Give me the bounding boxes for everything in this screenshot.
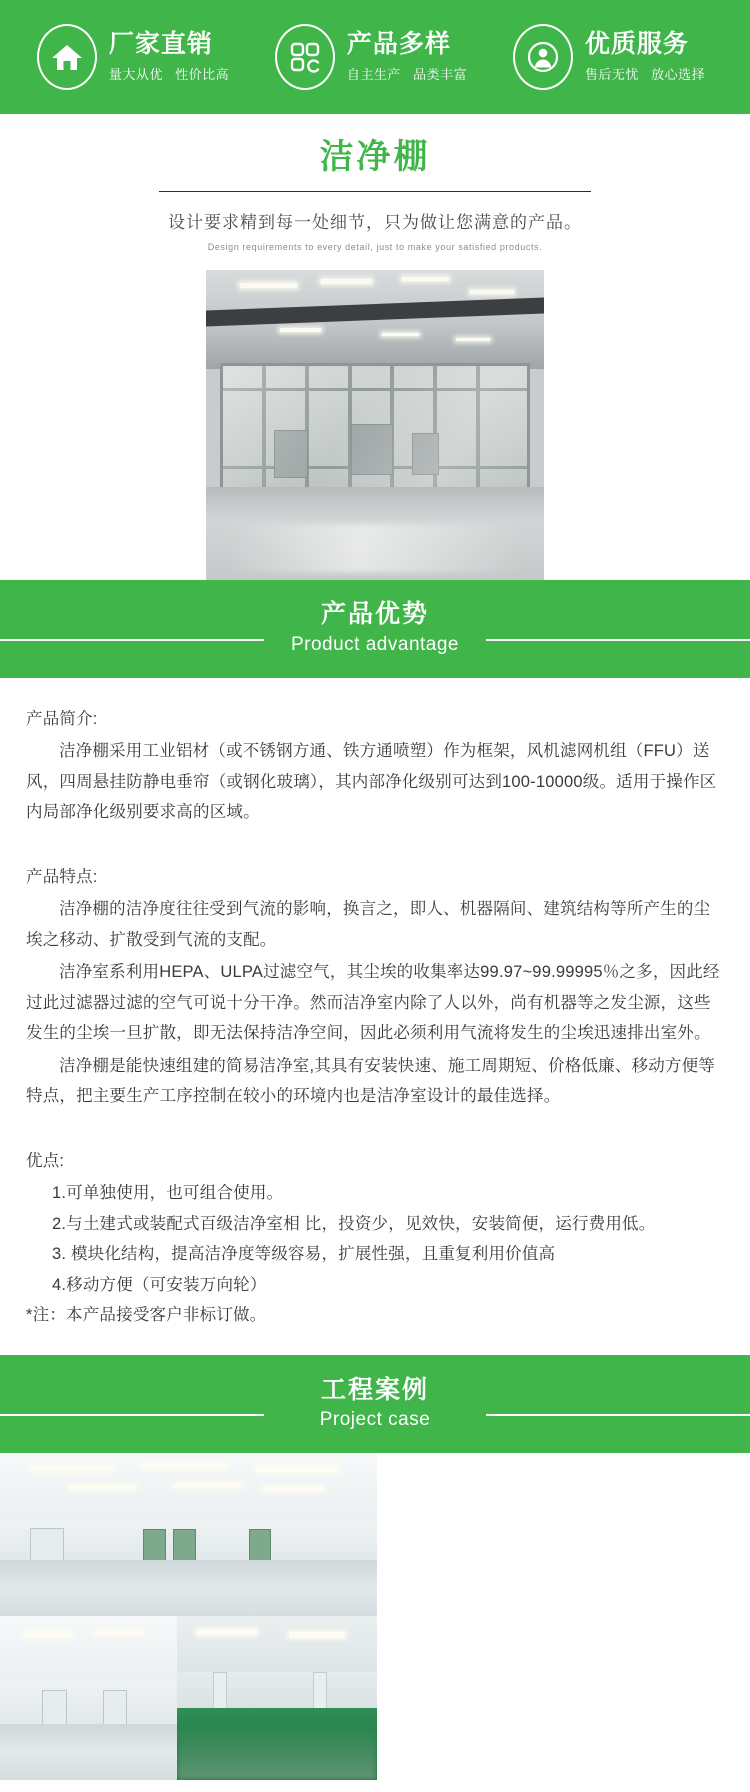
features-paragraph-3: 洁净棚是能快速组建的简易洁净室,其具有安装快速、施工周期短、价格低廉、移动方便等特点，把主要生产工序控制在较小的环境内也是洁净室设计的最佳选择。 xyxy=(26,1056,716,1106)
hero-divider xyxy=(159,191,591,192)
list-item: 2.与土建式或装配式百级洁净室相 比，投资少，见效快，安装简便，运行费用低。 xyxy=(52,1214,656,1233)
floor-reflection xyxy=(226,524,523,574)
gallery-row xyxy=(0,1453,750,1780)
ceiling-light xyxy=(321,279,372,283)
order-note: *注：本产品接受客户非标订做。 xyxy=(26,1306,267,1325)
features-paragraph-1: 洁净棚的洁净度往往受到气流的影响，换言之，即人、机器隔间、建筑结构等所产生的尘埃之移动、扩散受到气流的支配。 xyxy=(26,900,711,949)
ceiling-light xyxy=(456,338,490,341)
ceiling-light xyxy=(240,283,297,288)
gallery-column-right xyxy=(0,1453,750,1780)
ceiling-light xyxy=(143,1464,226,1468)
section-subtitle: Product advantage xyxy=(290,633,459,655)
section-title: 产品优势 xyxy=(320,600,429,629)
band-divider-left xyxy=(0,1414,264,1416)
feature-subtitle xyxy=(585,64,713,83)
partition-wall xyxy=(0,1681,177,1727)
feature-sub-left: 售后无忧 xyxy=(584,67,639,83)
project-gallery xyxy=(0,1453,750,1780)
hero-section xyxy=(0,114,750,580)
door-green xyxy=(173,1529,196,1562)
feature-sub-right: 性价比高 xyxy=(175,67,230,83)
hero-photo xyxy=(206,270,544,580)
intro-body: 洁净棚采用工业铝材（或不锈钢方通、铁方通喷塑）作为框架，风机滤网机组（FFU）送风，四周悬挂防静电垂帘（或钢化玻璃），其内部净化级别可达到100-10000级。适用于操作区内局部净化级别要求高的区域。 xyxy=(26,742,717,822)
features-heading: 产品特点: xyxy=(26,867,98,886)
floor xyxy=(0,1724,177,1780)
floor-reflection xyxy=(177,1724,377,1780)
feature-item-diverse-products[interactable] xyxy=(275,24,475,90)
feature-sub-left: 量大从优 xyxy=(108,67,163,83)
product-description xyxy=(0,678,750,1355)
ceiling-light xyxy=(256,1467,339,1471)
feature-text-quality-service xyxy=(585,31,713,84)
feature-text-factory-direct xyxy=(109,31,237,84)
ceiling-light xyxy=(470,290,514,294)
grid-products-icon xyxy=(275,24,335,90)
headset-service-icon xyxy=(513,24,573,90)
booth-rail xyxy=(223,388,528,391)
hero-subtitle-cn: 设计要求精到每一处细节，只为做让您满意的产品。 xyxy=(168,212,582,232)
feature-bar xyxy=(0,0,750,114)
section-band-product-advantage xyxy=(0,580,750,678)
spacer xyxy=(26,1114,724,1130)
section-title: 工程案例 xyxy=(320,1375,429,1404)
door-green xyxy=(143,1529,166,1562)
feature-title: 优质服务 xyxy=(584,29,689,58)
ceiling-light xyxy=(289,1632,345,1638)
feature-sub-left: 自主生产 xyxy=(346,67,401,83)
feature-subtitle xyxy=(109,64,237,83)
ceiling-light xyxy=(173,1484,241,1488)
band-divider-right xyxy=(486,1414,750,1416)
ceiling-light xyxy=(280,328,321,332)
gallery-image-cleanroom-partition[interactable] xyxy=(0,1616,177,1780)
list-item: 1.可单独使用，也可组合使用。 xyxy=(52,1184,284,1203)
equipment xyxy=(412,433,439,475)
floor xyxy=(0,1560,377,1615)
feature-text-diverse-products xyxy=(347,31,475,84)
section-band-project-case xyxy=(0,1355,750,1453)
feature-item-factory-direct[interactable] xyxy=(37,24,237,90)
home-icon xyxy=(37,24,97,90)
door-white xyxy=(42,1690,67,1729)
list-item: 3. 模块化结构，提高洁净度等级容易，扩展性强，且重复利用价值高 xyxy=(52,1245,556,1264)
gallery-image-large-white-hall[interactable] xyxy=(0,1453,377,1616)
feature-sub-right: 放心选择 xyxy=(651,67,706,83)
ceiling-light xyxy=(382,333,419,336)
list-item: 4.移动方便（可安装万向轮） xyxy=(52,1275,267,1294)
band-divider-right xyxy=(486,639,750,641)
ceiling-light xyxy=(25,1632,71,1637)
intro-heading: 产品简介: xyxy=(26,709,98,728)
advantages-heading: 优点: xyxy=(26,1151,65,1170)
section-subtitle: Project case xyxy=(319,1408,431,1430)
feature-title: 厂家直销 xyxy=(108,29,213,58)
gallery-row-bottom xyxy=(0,1616,750,1780)
booth-rail xyxy=(223,466,528,469)
feature-subtitle xyxy=(347,64,475,83)
ceiling-light xyxy=(264,1487,324,1491)
band-divider-left xyxy=(0,639,264,641)
feature-item-quality-service[interactable] xyxy=(513,24,713,90)
ceiling-light xyxy=(402,277,449,281)
ceiling xyxy=(0,1616,177,1691)
cleanroom-booth-image xyxy=(206,270,544,580)
hero-subtitle-en: Design requirements to every detail, just to make your satisfied products. xyxy=(207,241,543,252)
spacer xyxy=(26,830,724,846)
door-white xyxy=(103,1690,128,1729)
ceiling-light xyxy=(197,1629,257,1635)
page-title: 洁净棚 xyxy=(319,138,431,176)
door-green xyxy=(249,1529,272,1562)
equipment xyxy=(351,424,394,476)
door-white xyxy=(30,1528,64,1564)
ceiling-light xyxy=(30,1466,113,1470)
feature-title: 产品多样 xyxy=(346,29,451,58)
features-paragraph-2: 洁净室系利用HEPA、ULPA过滤空气，其尘埃的收集率达99.97~99.99995％之多，因此经过此过滤器过滤的空气可说十分干净。然而洁净室内除了人以外，尚有机器等之发尘源，这些发生的尘埃一旦扩散，即无法保持洁净空间，因此必须利用气流将发生的尘埃迅速排出室外。 xyxy=(26,963,720,1043)
equipment xyxy=(274,430,308,478)
gallery-image-green-epoxy-room[interactable] xyxy=(177,1616,377,1780)
ceiling-light xyxy=(96,1631,142,1636)
ceiling-light xyxy=(68,1485,136,1489)
feature-sub-right: 品类丰富 xyxy=(413,67,468,83)
